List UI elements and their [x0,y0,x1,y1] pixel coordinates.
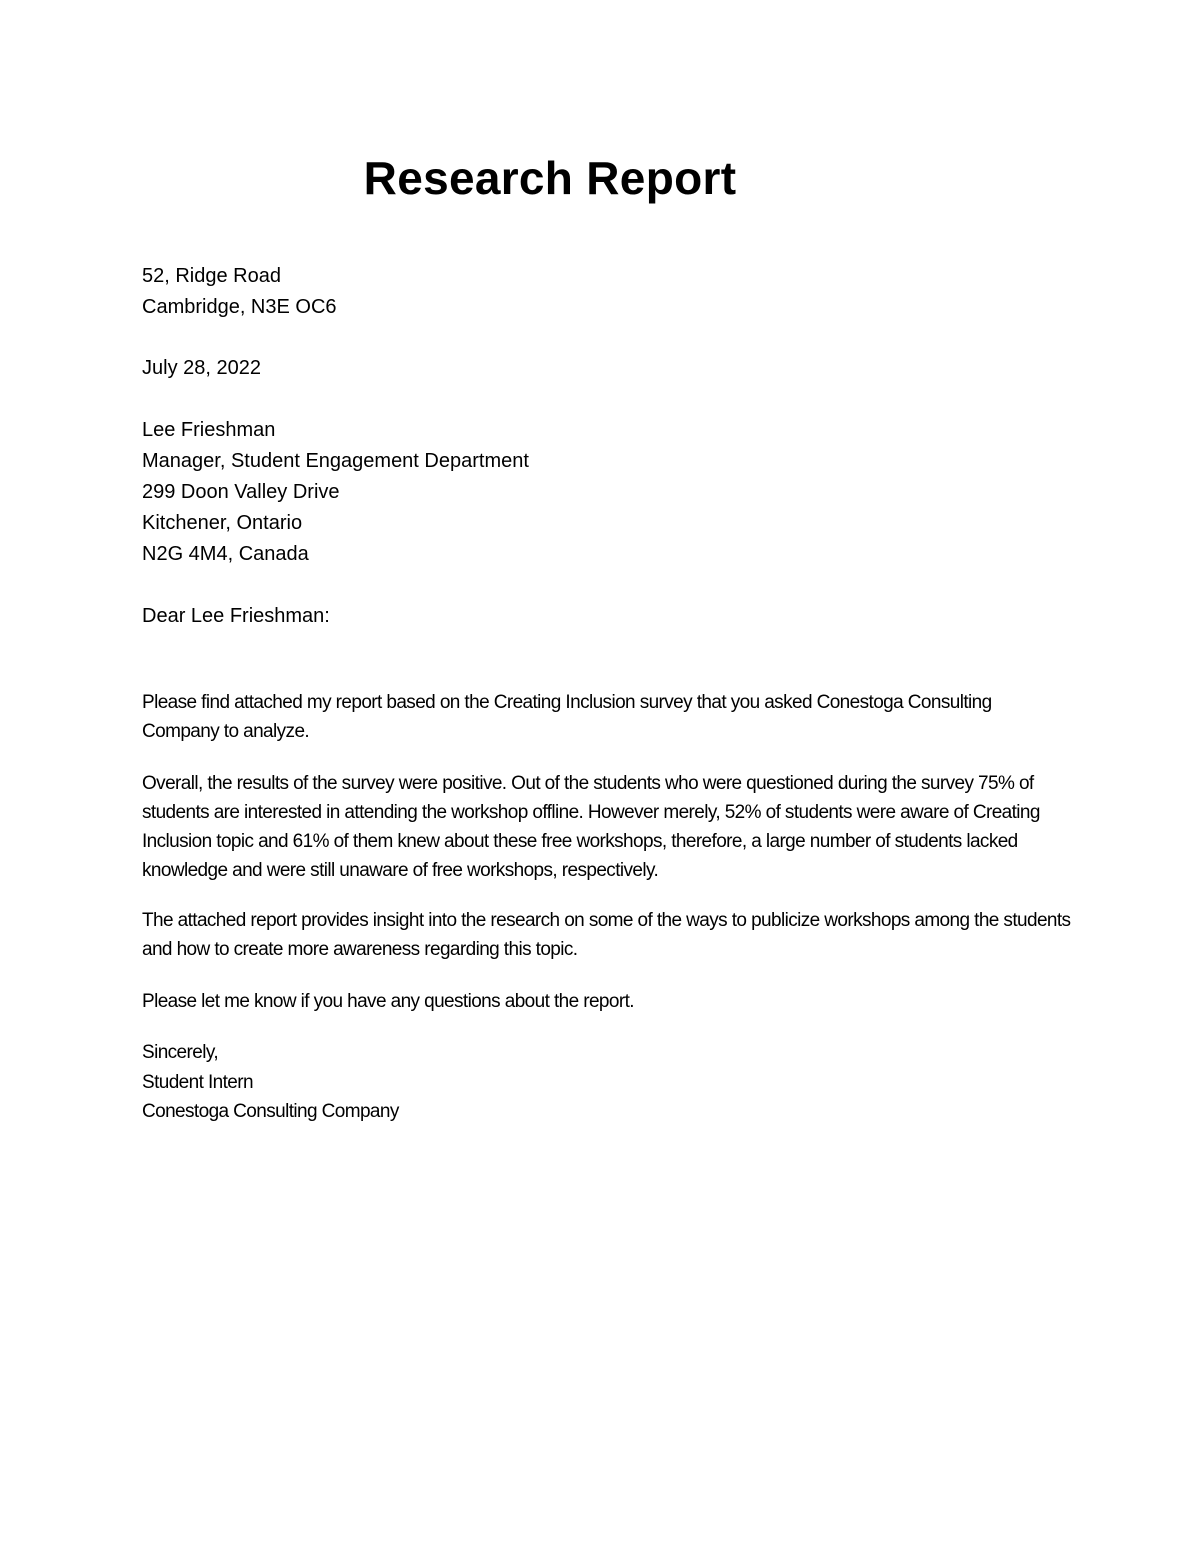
valediction: Sincerely, [142,1042,219,1063]
recipient-street: 299 Doon Valley Drive [142,481,340,503]
signer-name: Student Intern [142,1071,253,1093]
sender-address [142,261,337,323]
recipient-postal: N2G 4M4, Canada [142,543,309,565]
recipient-name: Lee Frieshman [142,419,276,441]
letter-date [142,353,261,384]
salutation-text: Dear Lee Frieshman: [142,605,330,627]
closing-block [142,1038,399,1127]
body-paragraph-4: Please let me know if you have any questions about the report. [142,991,634,1012]
page-title: Research Report [363,152,737,204]
body-paragraph-2: Overall, the results of the survey were positive. Out of the students who were questioned during the survey 75% of students are interested in attending the workshop offline. However merely, 52% of students were aware of Creating Inclusion topic and 61% of them knew about these free workshops, therefore, a large number of students lacked knowledge and were still unaware of free workshops, respectively. [142,773,1040,881]
recipient-position: Manager, Student Engagement Department [142,450,529,472]
signer-company: Conestoga Consulting Company [142,1101,399,1122]
recipient-city: Kitchener, Ontario [142,512,303,534]
salutation [142,601,330,632]
recipient-address [142,415,529,570]
body-paragraph-3: The attached report provides insight into the research on some of the ways to publicize workshops among the students and how to create more awareness regarding this topic. [142,910,1071,960]
sender-address-line2: Cambridge, N3E OC6 [142,296,337,318]
sender-address-line1: 52, Ridge Road [142,265,281,287]
date-text: July 28, 2022 [142,357,261,379]
body-paragraph-1: Please find attached my report based on the Creating Inclusion survey that you asked Conestoga Consulting Company to analyze. [142,692,992,742]
